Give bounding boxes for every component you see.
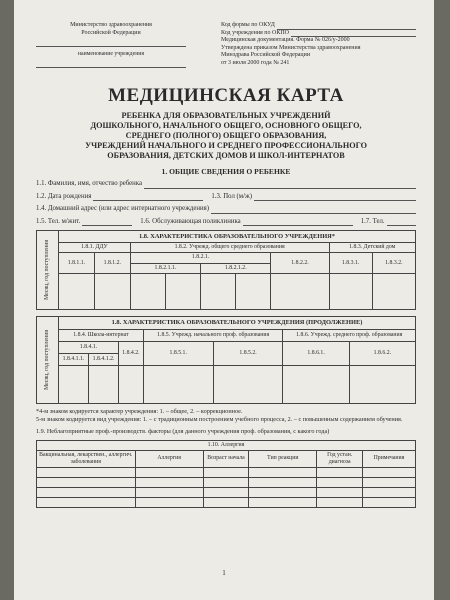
field-home-address[interactable] [36, 205, 416, 213]
col-header: 1.8.3.2. [372, 253, 415, 274]
table-cell[interactable] [317, 468, 362, 478]
col-header: 1.8.4.1.2. [89, 354, 119, 366]
col-header: 1.8.4.1.1. [59, 354, 89, 366]
col-header: 1.8.6.1. [283, 342, 349, 366]
footnote: 5-м знаком кодируется вид учреждения: 1. – с традиционным построением учебного процесса, 2. – с повышенным содержанием обучения. [36, 416, 403, 424]
table-cell[interactable] [130, 274, 165, 310]
table-cell[interactable] [362, 488, 415, 498]
table-cell[interactable] [283, 366, 349, 404]
table-institution-characteristics [36, 230, 416, 310]
col-header: 1.8.2. Учрежд. общего среднего образования [130, 242, 329, 253]
col-header: 1.8.4.2. [119, 342, 144, 366]
col-header: 1.8.1.2. [94, 253, 130, 274]
field-label: 1.5. Тел. м/жит. [36, 217, 81, 225]
table-cell[interactable] [165, 274, 200, 310]
approved-line-3: от 3 июля 2000 года № 241 [221, 59, 290, 66]
col-header: 1.8.4.1. [59, 342, 119, 354]
field-label: 1.6. Обслуживающая поликлиника [140, 217, 241, 225]
table-cell[interactable] [94, 274, 130, 310]
table-cell[interactable] [213, 366, 283, 404]
subtitle-line: ОБРАЗОВАНИЯ, ДЕТСКИХ ДОМОВ И ШКОЛ-ИНТЕРНАТОВ [107, 150, 345, 160]
footnote: *4-м знаком кодируется характер учреждения: 1. – общее, 2. – коррекционное. [36, 408, 243, 416]
field-full-name[interactable] [36, 180, 416, 188]
table-cell[interactable] [201, 274, 236, 310]
table-cell[interactable] [143, 366, 213, 404]
subtitle-line: РЕБЕНКА ДЛЯ ОБРАЗОВАТЕЛЬНЫХ УЧРЕЖДЕНИЙ [121, 110, 331, 120]
side-label-text: Месяц, год поступления [44, 330, 51, 391]
table-title: 1.8. ХАРАКТЕРИСТИКА ОБРАЗОВАТЕЛЬНОГО УЧРЕЖДЕНИЯ* [59, 231, 416, 242]
table-cell[interactable] [135, 468, 203, 478]
col-header: 1.8.2.2. [271, 253, 329, 274]
col-header: Аллергия [135, 450, 203, 467]
table-cell[interactable] [372, 274, 415, 310]
table-cell[interactable] [349, 366, 415, 404]
table-cell[interactable] [37, 488, 136, 498]
table-cell[interactable] [59, 274, 95, 310]
col-header: 1.8.2.1.2. [201, 263, 271, 274]
table-cell[interactable] [362, 468, 415, 478]
form-code-row [221, 22, 416, 30]
col-header: 1.8.2.1.1. [130, 263, 200, 274]
header-left [36, 22, 186, 68]
table-cell[interactable] [203, 498, 248, 508]
table-cell[interactable] [329, 274, 372, 310]
side-label-text: Месяц, год поступления [44, 240, 51, 301]
table-institution-characteristics-cont [36, 316, 416, 404]
side-label [36, 230, 58, 310]
col-header: 1.8.3. Детский дом [329, 242, 416, 253]
table-cell[interactable] [59, 366, 89, 404]
table-cell[interactable] [203, 468, 248, 478]
section-general-info: 1. ОБЩИЕ СВЕДЕНИЯ О РЕБЕНКЕ [161, 166, 291, 176]
table-cell[interactable] [135, 478, 203, 488]
institution-name-label: наименование учреждения [77, 51, 145, 57]
blank-line [36, 39, 186, 47]
table-title: 1.8. ХАРАКТЕРИСТИКА ОБРАЗОВАТЕЛЬНОГО УЧРЕЖДЕНИЯ (ПРОДОЛЖЕНИЕ) [59, 317, 416, 330]
col-header: 1.8.5.1. [143, 342, 213, 366]
table-cell[interactable] [119, 366, 144, 404]
table-cell[interactable] [249, 498, 317, 508]
table-cell[interactable] [203, 488, 248, 498]
col-header: 1.8.5. Учрежд. начального проф. образования [143, 330, 283, 342]
document-page [14, 0, 434, 600]
table-cell[interactable] [37, 498, 136, 508]
table-cell[interactable] [362, 498, 415, 508]
table-cell[interactable] [236, 274, 271, 310]
col-header: Возраст начала [203, 450, 248, 467]
col-header: 1.8.1. ДДУ [59, 242, 131, 253]
table-title: 1.10. Аллергия [37, 440, 416, 450]
footnotes [36, 408, 416, 435]
header-right [221, 22, 416, 68]
approved-line-2: Минздрава Российской Федерации [221, 52, 311, 58]
table-cell[interactable] [249, 488, 317, 498]
col-header: 1.8.6.2. [349, 342, 415, 366]
col-header: 1.8.5.2. [213, 342, 283, 366]
field-label: 1.3. Пол (м/ж) [211, 192, 252, 200]
col-header: 1.8.3.1. [329, 253, 372, 274]
field-unfavorable-factors: 1.9. Неблагоприятные проф.-производств. факторы (для данного учреждения проф. образования, с какого года) [36, 427, 330, 435]
form-code-okud: Код формы по ОКУД [221, 22, 275, 28]
col-header: Примечания [362, 450, 415, 467]
table-cell[interactable] [135, 488, 203, 498]
col-header: 1.8.4. Школа-интернат [59, 330, 144, 342]
subtitle-line: СРЕДНЕГО (ПОЛНОГО) ОБЩЕГО ОБРАЗОВАНИЯ, [125, 130, 327, 140]
table-cell[interactable] [362, 478, 415, 488]
ministry-line-2: Российской Федерации [81, 29, 141, 36]
col-header: Вакцинальная, лекарствен., аллергич. заболевания [37, 450, 136, 467]
institution-code-okpo: Код учреждения по ОКПО [221, 29, 290, 36]
document-title: МЕДИЦИНСКАЯ КАРТА [108, 85, 344, 107]
table-cell[interactable] [249, 478, 317, 488]
col-header: 1.8.2.1. [130, 253, 271, 264]
table-cell[interactable] [203, 478, 248, 488]
page-number: 1 [222, 569, 226, 578]
table-cell[interactable] [317, 488, 362, 498]
field-label: 1.7. Тел. [360, 217, 385, 225]
institution-code-row [221, 30, 416, 38]
col-header: Год устан. диагноза [317, 450, 362, 467]
side-label [36, 316, 58, 404]
field-phones-clinic[interactable] [36, 218, 416, 226]
col-header: Тип реакции [249, 450, 317, 467]
ministry-line-1: Министерство здравоохранения [70, 22, 152, 28]
table-allergy [36, 440, 416, 509]
table-grid [58, 230, 416, 310]
table-grid [58, 316, 416, 404]
table-cell[interactable] [271, 274, 329, 310]
table-cell[interactable] [249, 468, 317, 478]
subtitle-line: УЧРЕЖДЕНИЙ НАЧАЛЬНОГО И СРЕДНЕГО ПРОФЕССИОНАЛЬНОГО [85, 140, 367, 150]
blank-line [36, 60, 186, 68]
document-subtitle [36, 111, 416, 161]
col-header: 1.8.1.1. [59, 253, 95, 274]
field-birth-date-sex[interactable] [36, 193, 416, 201]
field-label: 1.2. Дата рождения [36, 192, 92, 200]
med-doc-form: Медицинская документация. Форма № 026/у-2000 [221, 37, 350, 43]
header [36, 22, 416, 68]
col-header: 1.8.6. Учрежд. среднего проф. образования [283, 330, 416, 342]
table-cell[interactable] [317, 478, 362, 488]
subtitle-line: ДОШКОЛЬНОГО, НАЧАЛЬНОГО ОБЩЕГО, ОСНОВНОГО ОБЩЕГО, [90, 120, 362, 130]
field-label: 1.4. Домашний адрес (или адрес интернатного учреждения) [36, 205, 210, 213]
approved-line-1: Утверждена приказом Министерства здравоохранения [221, 44, 361, 51]
field-label: 1.1. Фамилия, имя, отчество ребенка [36, 180, 143, 188]
table-cell[interactable] [89, 366, 119, 404]
table-cell[interactable] [37, 478, 136, 488]
table-cell[interactable] [317, 498, 362, 508]
table-cell[interactable] [135, 498, 203, 508]
table-cell[interactable] [37, 468, 136, 478]
